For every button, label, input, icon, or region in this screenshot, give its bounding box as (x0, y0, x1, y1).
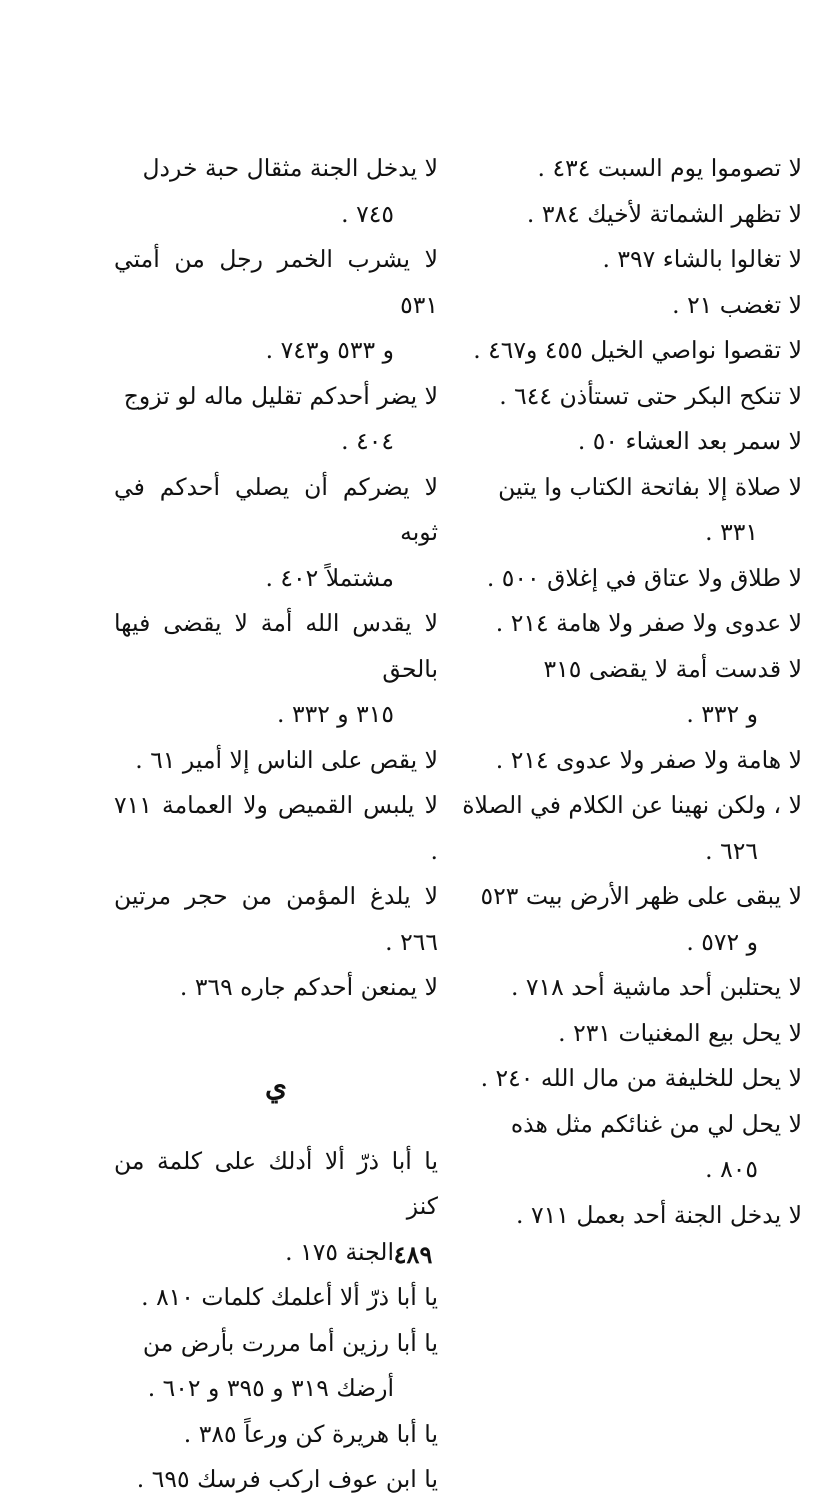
index-entry (446, 465, 802, 556)
entry-continuation: ٣١٥ و ٣٣٢ . (277, 700, 394, 728)
index-entry (446, 965, 802, 1011)
entry-continuation: ٧٤٥ . (341, 199, 394, 228)
index-entry (114, 738, 438, 784)
entry-continuation: ٣٣١ . (705, 518, 758, 546)
entry-text: يا أبا ذرّ ألا أدلك على كلمة من كنز (114, 1146, 438, 1220)
entry-text: لا يلبس القميص ولا العمامة ٧١١ . (114, 791, 438, 865)
section-heading-letter: ي (265, 1069, 287, 1103)
entry-text: لا تنكح البكر حتى تستأذن ٦٤٤ . (499, 381, 802, 410)
entry-continuation: ٨٠٥ . (705, 1155, 758, 1183)
entry-text: لا يحل للخليفة من مال الله ٢٤٠ . (480, 1064, 802, 1092)
entry-text: لا صلاة إلا بفاتحة الكتاب وا يتين (498, 472, 802, 501)
left-column-top-entries (114, 146, 438, 1011)
entry-text: لا يحل بيع المغنيات ٢٣١ . (558, 1018, 802, 1047)
entry-text: يا ابن عوف اركب فرسك ٦٩٥ . (136, 1465, 438, 1493)
index-entry (446, 874, 802, 965)
entry-text: لا سمر بعد العشاء ٥٠ . (577, 427, 802, 455)
index-entry (114, 1321, 438, 1412)
index-entry (446, 192, 802, 238)
entry-continuation: ٦٢٦ . (705, 836, 758, 865)
entry-text: لا يحتلبن أحد ماشية أحد ٧١٨ . (510, 973, 802, 1001)
index-entry (446, 1193, 802, 1239)
entry-text: لا عدوى ولا صفر ولا هامة ٢١٤ . (495, 609, 802, 637)
index-entry (446, 1102, 802, 1193)
entry-text: لا تصوموا يوم السبت ٤٣٤ . (537, 154, 802, 182)
index-entry (114, 465, 438, 602)
entry-text: لا يشرب الخمر رجل من أمتي ٥٣١ (114, 245, 438, 319)
index-entry (446, 783, 802, 874)
entry-text: لا يبقى على ظهر الأرض بيت ٥٢٣ (480, 882, 802, 910)
entry-text: لا قدست أمة لا يقضى ٣١٥ (543, 654, 802, 683)
index-entry (114, 1275, 438, 1321)
entry-continuation: مشتملاً ٤٠٢ . (265, 563, 394, 592)
index-entry (114, 874, 438, 965)
index-entry (446, 419, 802, 465)
index-entry (114, 783, 438, 874)
index-entry (114, 965, 438, 1011)
entry-text: لا يضر أحدكم تقليل ماله لو تزوج (123, 381, 438, 410)
index-entry (446, 647, 802, 738)
index-entry (446, 283, 802, 329)
entry-text: لا يدخل الجنة أحد بعمل ٧١١ . (516, 1200, 802, 1229)
entry-continuation: أرضك ٣١٩ و ٣٩٥ و ٦٠٢ . (147, 1374, 394, 1402)
entry-text: لا يدخل الجنة مثقال حبة خردل (142, 154, 438, 182)
index-entry (446, 146, 802, 192)
entry-text: لا يلدغ المؤمن من حجر مرتين ٢٦٦ . (114, 882, 438, 956)
entry-continuation: و ٥٧٢ . (686, 927, 758, 956)
index-entry (114, 374, 438, 465)
right-column (446, 146, 802, 1238)
entry-continuation: و ٥٣٣ و٧٤٣ . (265, 336, 394, 364)
entry-text: يا أبا رزين أما مررت بأرض من (142, 1328, 438, 1357)
index-entry (446, 237, 802, 283)
index-entry (114, 601, 438, 738)
page-number: ٤٨٩ (393, 1240, 433, 1269)
index-entry (446, 556, 802, 602)
index-entry (114, 1412, 438, 1458)
entry-text: يا أبا ذرّ ألا أعلمك كلمات ٨١٠ . (141, 1283, 438, 1311)
entry-text: لا هامة ولا صفر ولا عدوى ٢١٤ . (495, 745, 802, 774)
entry-text: لا طلاق ولا عتاق في إغلاق ٥٠٠ . (486, 563, 802, 592)
entry-continuation: و ٣٣٢ . (686, 700, 758, 728)
entry-text: يا أبا هريرة كن ورعاً ٣٨٥ . (183, 1419, 438, 1448)
entry-text: لا تغضب ٢١ . (672, 290, 802, 319)
left-column-bottom-entries (114, 1139, 438, 1503)
left-column (114, 146, 438, 1503)
entry-text: لا يقدس الله أمة لا يقضى فيها بالحق (114, 609, 438, 683)
index-entry (114, 237, 438, 374)
entry-text: لا يحل لي من غنائكم مثل هذه (510, 1109, 802, 1138)
entry-continuation: ٤٠٤ . (341, 427, 394, 455)
entry-text: لا يمنعن أحدكم جاره ٣٦٩ . (179, 973, 438, 1001)
entry-continuation: الجنة ١٧٥ . (285, 1237, 394, 1266)
index-entry (114, 146, 438, 237)
index-entry (446, 374, 802, 420)
index-entry (446, 738, 802, 784)
entry-text: لا يقص على الناس إلا أمير ٦١ . (135, 745, 438, 774)
index-entry (114, 1457, 438, 1503)
index-entry (446, 328, 802, 374)
entry-text: لا تقصوا نواصي الخيل ٤٥٥ و٤٦٧ . (473, 336, 802, 364)
index-entry (446, 601, 802, 647)
entry-text: لا تظهر الشماتة لأخيك ٣٨٤ . (526, 199, 802, 228)
index-entry (446, 1056, 802, 1102)
entry-text: لا ، ولكن نهينا عن الكلام في الصلاة (462, 791, 802, 819)
entry-text: لا تغالوا بالشاء ٣٩٧ . (602, 245, 802, 273)
entry-text: لا يضركم أن يصلي أحدكم في ثوبه (114, 472, 438, 546)
index-entry (446, 1011, 802, 1057)
